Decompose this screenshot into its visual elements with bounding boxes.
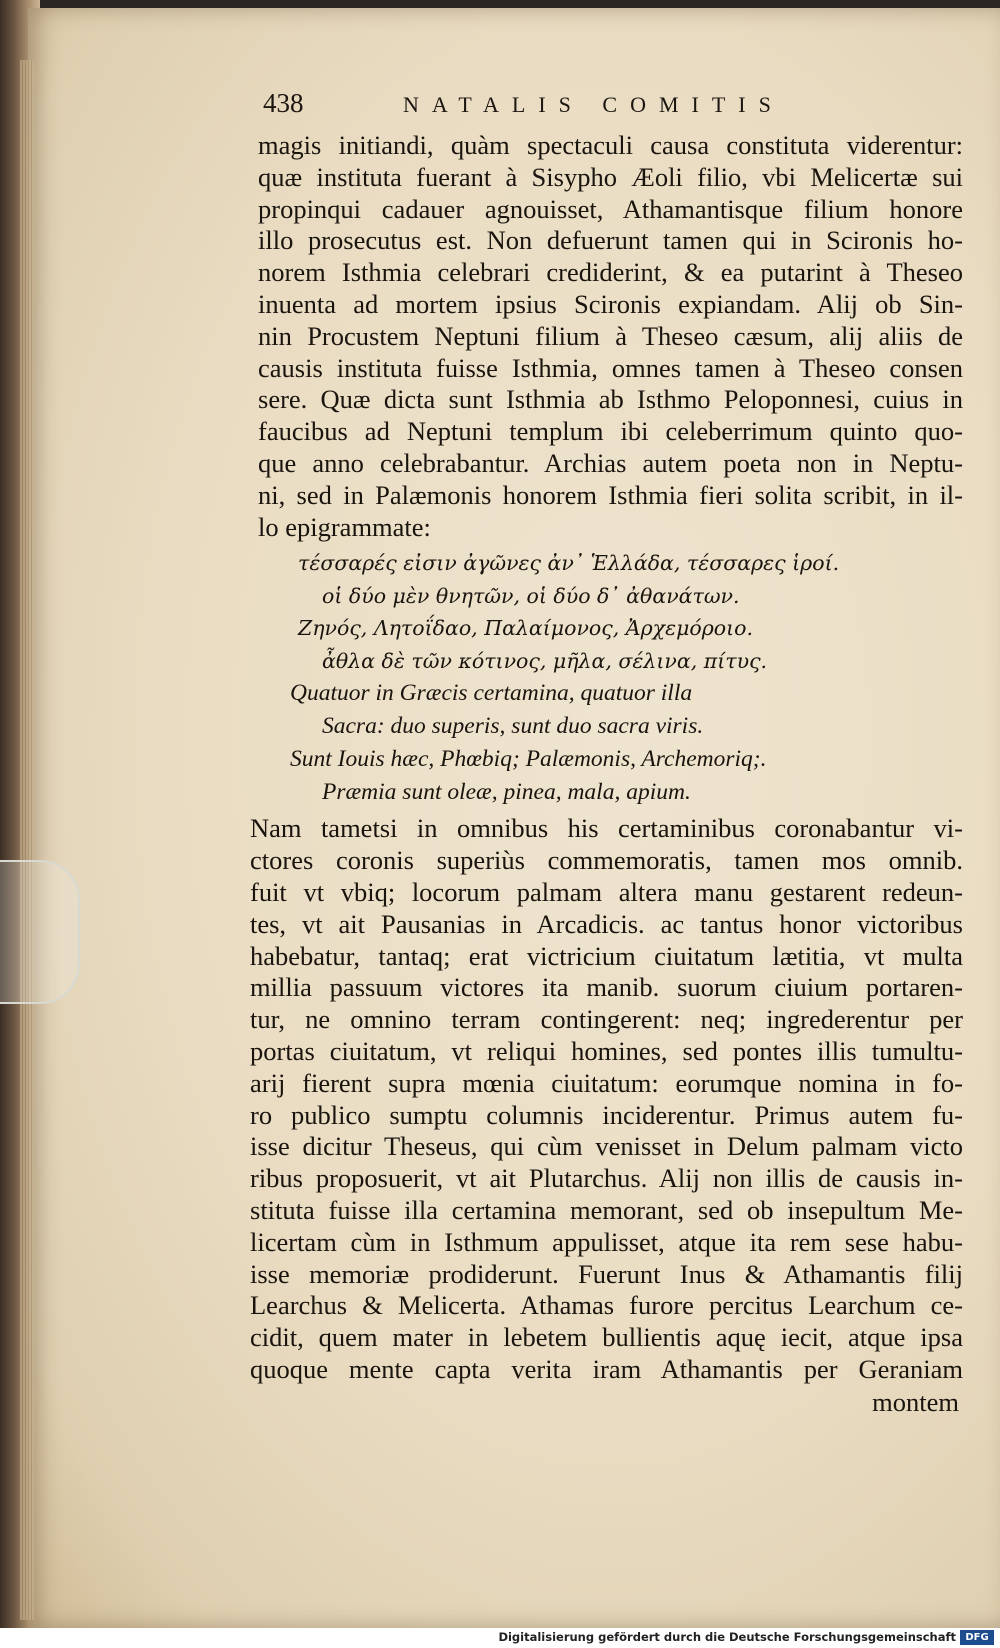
text-line: Learchus & Melicerta. Athamas furore percitus Learchum ce-: [250, 1290, 963, 1321]
text-block: [250, 130, 963, 1418]
text-line: licertam cùm in Isthmum appulisset, atque ita rem sese habu-: [250, 1226, 963, 1257]
text-line: isse dicitur Theseus, qui cùm venisset in Delum palmam victo: [250, 1131, 963, 1162]
text-line: ni, sed in Palæmonis honorem Isthmia fieri solita scribit, in il-: [258, 479, 963, 510]
text-line: faucibus ad Neptuni templum ibi celeberrimum quinto quo-: [258, 416, 963, 447]
text-line: inuenta ad mortem ipsius Scironis expiandam. Alij ob Sin-: [258, 288, 963, 319]
catchword: montem: [872, 1386, 959, 1417]
latin-verse-line: Quatuor in Græcis certamina, quatuor illa: [290, 680, 693, 707]
page-number: 438: [263, 88, 304, 118]
text-line: isse memoriæ prodiderunt. Fuerunt Inus & Athamantis filij: [250, 1258, 963, 1289]
running-title: NATALIS COMITIS: [403, 92, 784, 117]
greek-verse-line: Ζηνός, Λητοΐδαο, Παλαίμονος, Ἀρχεμόροιο.: [298, 616, 754, 641]
text-line: fuit vt vbiq; locorum palmam altera manu gestarent redeun-: [250, 876, 963, 907]
text-line: lo epigrammate:: [258, 511, 431, 542]
greek-verse-line: οἱ δύο μὲν θνητῶν, οἱ δύο δ᾽ ἀθανάτων.: [322, 583, 740, 608]
text-line: sere. Quæ dicta sunt Isthmia ab Isthmo Peloponnesi, cuius in: [258, 384, 963, 415]
text-line: illo prosecutus est. Non defuerunt tamen qui in Scironis ho-: [258, 225, 963, 256]
text-line: arij fierent supra mœnia ciuitatum: eorumque nomina in fo-: [250, 1067, 963, 1098]
dfg-logo: DFG: [960, 1630, 994, 1645]
text-line: habebatur, tantaq; erat victricium ciuitatum lætitia, vt multa: [250, 940, 963, 971]
text-line: magis initiandi, quàm spectaculi causa constituta viderentur:: [258, 130, 963, 160]
latin-verse-line: Sunt Iouis hæc, Phœbiq; Palæmonis, Archemoriq;.: [290, 746, 767, 773]
text-line: norem Isthmia celebrari crediderint, & ea putarint à Theseo: [258, 257, 963, 288]
text-line: ctores coronis superiùs commemoratis, tamen mos omnib.: [250, 845, 963, 876]
text-line: que anno celebrabantur. Archias autem poeta non in Neptu-: [258, 447, 963, 478]
text-line: portas ciuitatum, vt reliqui homines, sed pontes illis tumultu-: [250, 1035, 963, 1066]
text-line: stituta fuisse illa certamina memorant, sed ob insepultum Me-: [250, 1194, 963, 1225]
text-line: nin Procustem Neptuni filium à Theseo cæsum, alij aliis de: [258, 320, 963, 351]
epigram: [258, 547, 963, 809]
digitization-footer: [0, 1628, 1000, 1648]
text-line: ro publico sumptu columnis inciderentur. Primus autem fu-: [250, 1099, 963, 1130]
greek-verse-line: ἆθλα δὲ τῶν κότινος, μῆλα, σέλινα, πίτυς.: [322, 648, 768, 673]
text-line: quæ instituta fuerant à Sisypho Æoli filio, vbi Melicertæ sui: [258, 161, 963, 192]
text-line: tur, ne omnino terram contingerent: neq; ingrederentur per: [250, 1004, 963, 1035]
paragraph: [250, 813, 963, 1385]
text-line: quoque mente capta verita iram Athamantis per Geraniam: [250, 1353, 963, 1384]
text-line: tes, vt ait Pausanias in Arcadicis. ac tantus honor victoribus: [250, 908, 963, 939]
text-line: ribus proposuerit, vt ait Plutarchus. Alij non illis de causis in-: [250, 1163, 963, 1194]
page-clip: [0, 860, 80, 1004]
text-line: cidit, quem mater in lebetem bullientis aquę iecit, atque ipsa: [250, 1322, 963, 1353]
text-line: millia passuum victores ita manib. suorum ciuium portaren-: [250, 972, 963, 1003]
footer-credit: Digitalisierung gefördert durch die Deutsche Forschungsgemeinschaft: [498, 1630, 956, 1644]
page-header: [263, 88, 963, 128]
page-edge-stack: [20, 60, 34, 1620]
greek-verse-line: τέσσαρές εἰσιν ἀγῶνες ἀν᾽ Ἑλλάδα, τέσσαρες ἱροί.: [298, 551, 840, 576]
latin-verse-line: Præmia sunt oleæ, pinea, mala, apium.: [322, 779, 691, 806]
latin-verse-line: Sacra: duo superis, sunt duo sacra viris.: [322, 713, 704, 740]
text-line: causis instituta fuisse Isthmia, omnes tamen à Theseo consen: [258, 352, 963, 383]
text-line: propinqui cadauer agnouisset, Athamantisque filium honore: [258, 193, 963, 224]
text-line: Nam tametsi in omnibus his certaminibus coronabantur vi-: [250, 813, 963, 844]
